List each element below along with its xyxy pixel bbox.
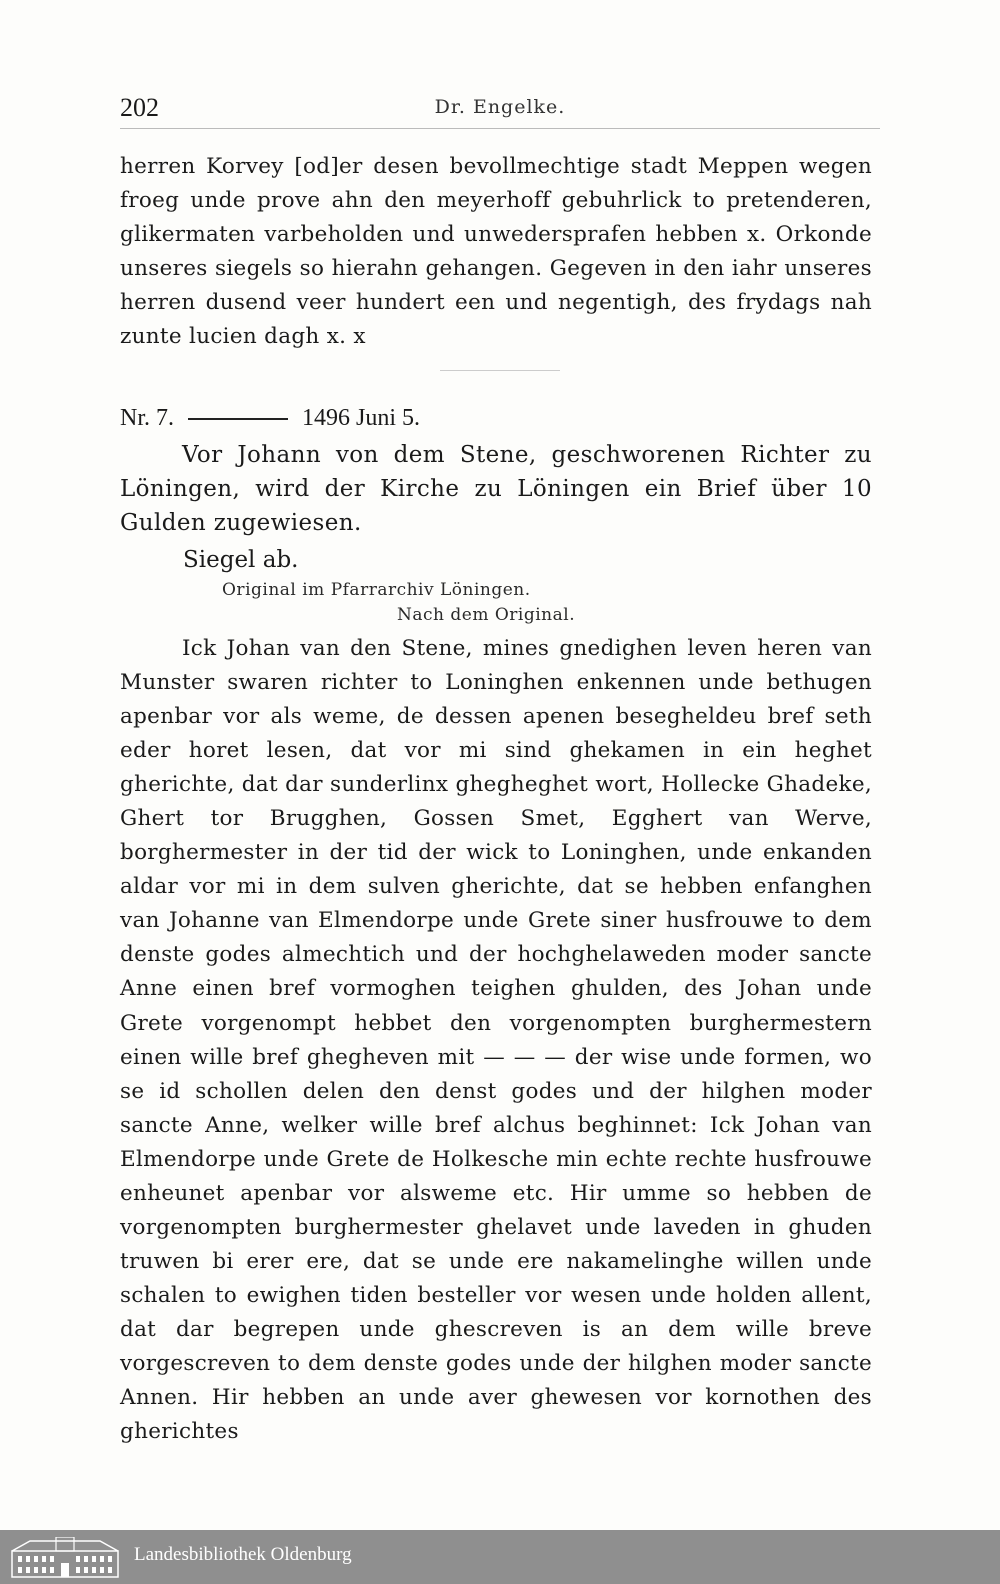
heading-dash: [188, 418, 288, 420]
header-rule: [120, 128, 880, 129]
running-title: Dr. Engelke.: [434, 96, 566, 118]
source-note-original: Nach dem Original.: [397, 605, 576, 625]
running-head: [120, 93, 880, 129]
page-number: 202: [120, 93, 159, 122]
seal-note: Siegel ab.: [183, 547, 299, 573]
section-divider: [440, 370, 560, 371]
document-heading: [120, 400, 872, 440]
source-note-archive: Original im Pfarrarchiv Löningen.: [222, 580, 531, 600]
library-building-icon: [10, 1537, 120, 1579]
document-regest: Vor Johann von dem Stene, geschworenen Richter zu Löningen, wird der Kirche zu Löningen ein Brief über 10 Gulden zugewiesen.: [120, 442, 872, 536]
paragraph-continuation: herren Korvey [od]er desen bevollmechtige stadt Meppen wegen froeg unde prove ahn den meyerhoff gebuhrlick to pretenderen, glikermaten varbeholden und unwedersprafen hebben x. Orkonde unseres siegels so hierahn gehangen. Gegeven in den iahr unseres herren dusend veer hundert een und negentigh, des frydags nah zunte lucien dagh x. x: [120, 154, 872, 349]
document-number: Nr. 7.: [120, 405, 174, 431]
library-name: Landesbibliothek Oldenburg: [134, 1544, 352, 1565]
document-transcription: Ick Johan van den Stene, mines gnedighen leven heren van Munster swaren richter to Loninghen enkennen unde bethugen apenbar vor als weme, de dessen apenen besegheldeu bref seth eder horet lesen, dat vor mi sind ghekamen in ein heghet gherichte, dat dar sunderlinx ghegheghet wort, Hollecke Ghadeke, Ghert tor Brugghen, Gossen Smet, Egghert van Werve, borghermester in der tid der wick to Loninghen, unde enkanden aldar vor mi in dem sulven gherichte, dat se hebben enfanghen van Johanne van Elmendorpe unde Grete siner husfrouwe to dem denste godes almechtich und der hochghelaweden moder sancte Anne einen bref vormoghen teighen ghulden, des Johan unde Grete vorgenompt hebbet den vorgenompten burghermestern einen wille bref ghegheven mit — — — der wise unde formen, wo se id schollen delen den denst godes und der hilghen moder sancte Anne, welker wille bref alchus beghinnet: Ick Johan van Elmendorpe unde Grete de Holkesche min echte rechte husfrouwe enheunet apenbar vor alsweme etc. Hir umme so hebben de vorgenompten burghermester ghelavet unde laveden in ghuden truwen bi erer ere, dat se unde ere nakamelinghe willen unde schalen to ewighen tiden besteller vor wesen unde holden allent, dat dar begrepen unde ghescreven is an dem wille breve vorgescreven to dem denste godes unde der hilghen moder sancte Annen. Hir hebben an unde aver ghewesen vor kornothen des gherichtes: [120, 636, 872, 1445]
document-date: 1496 Juni 5.: [302, 405, 421, 431]
library-footer-bar: [0, 1530, 1000, 1584]
